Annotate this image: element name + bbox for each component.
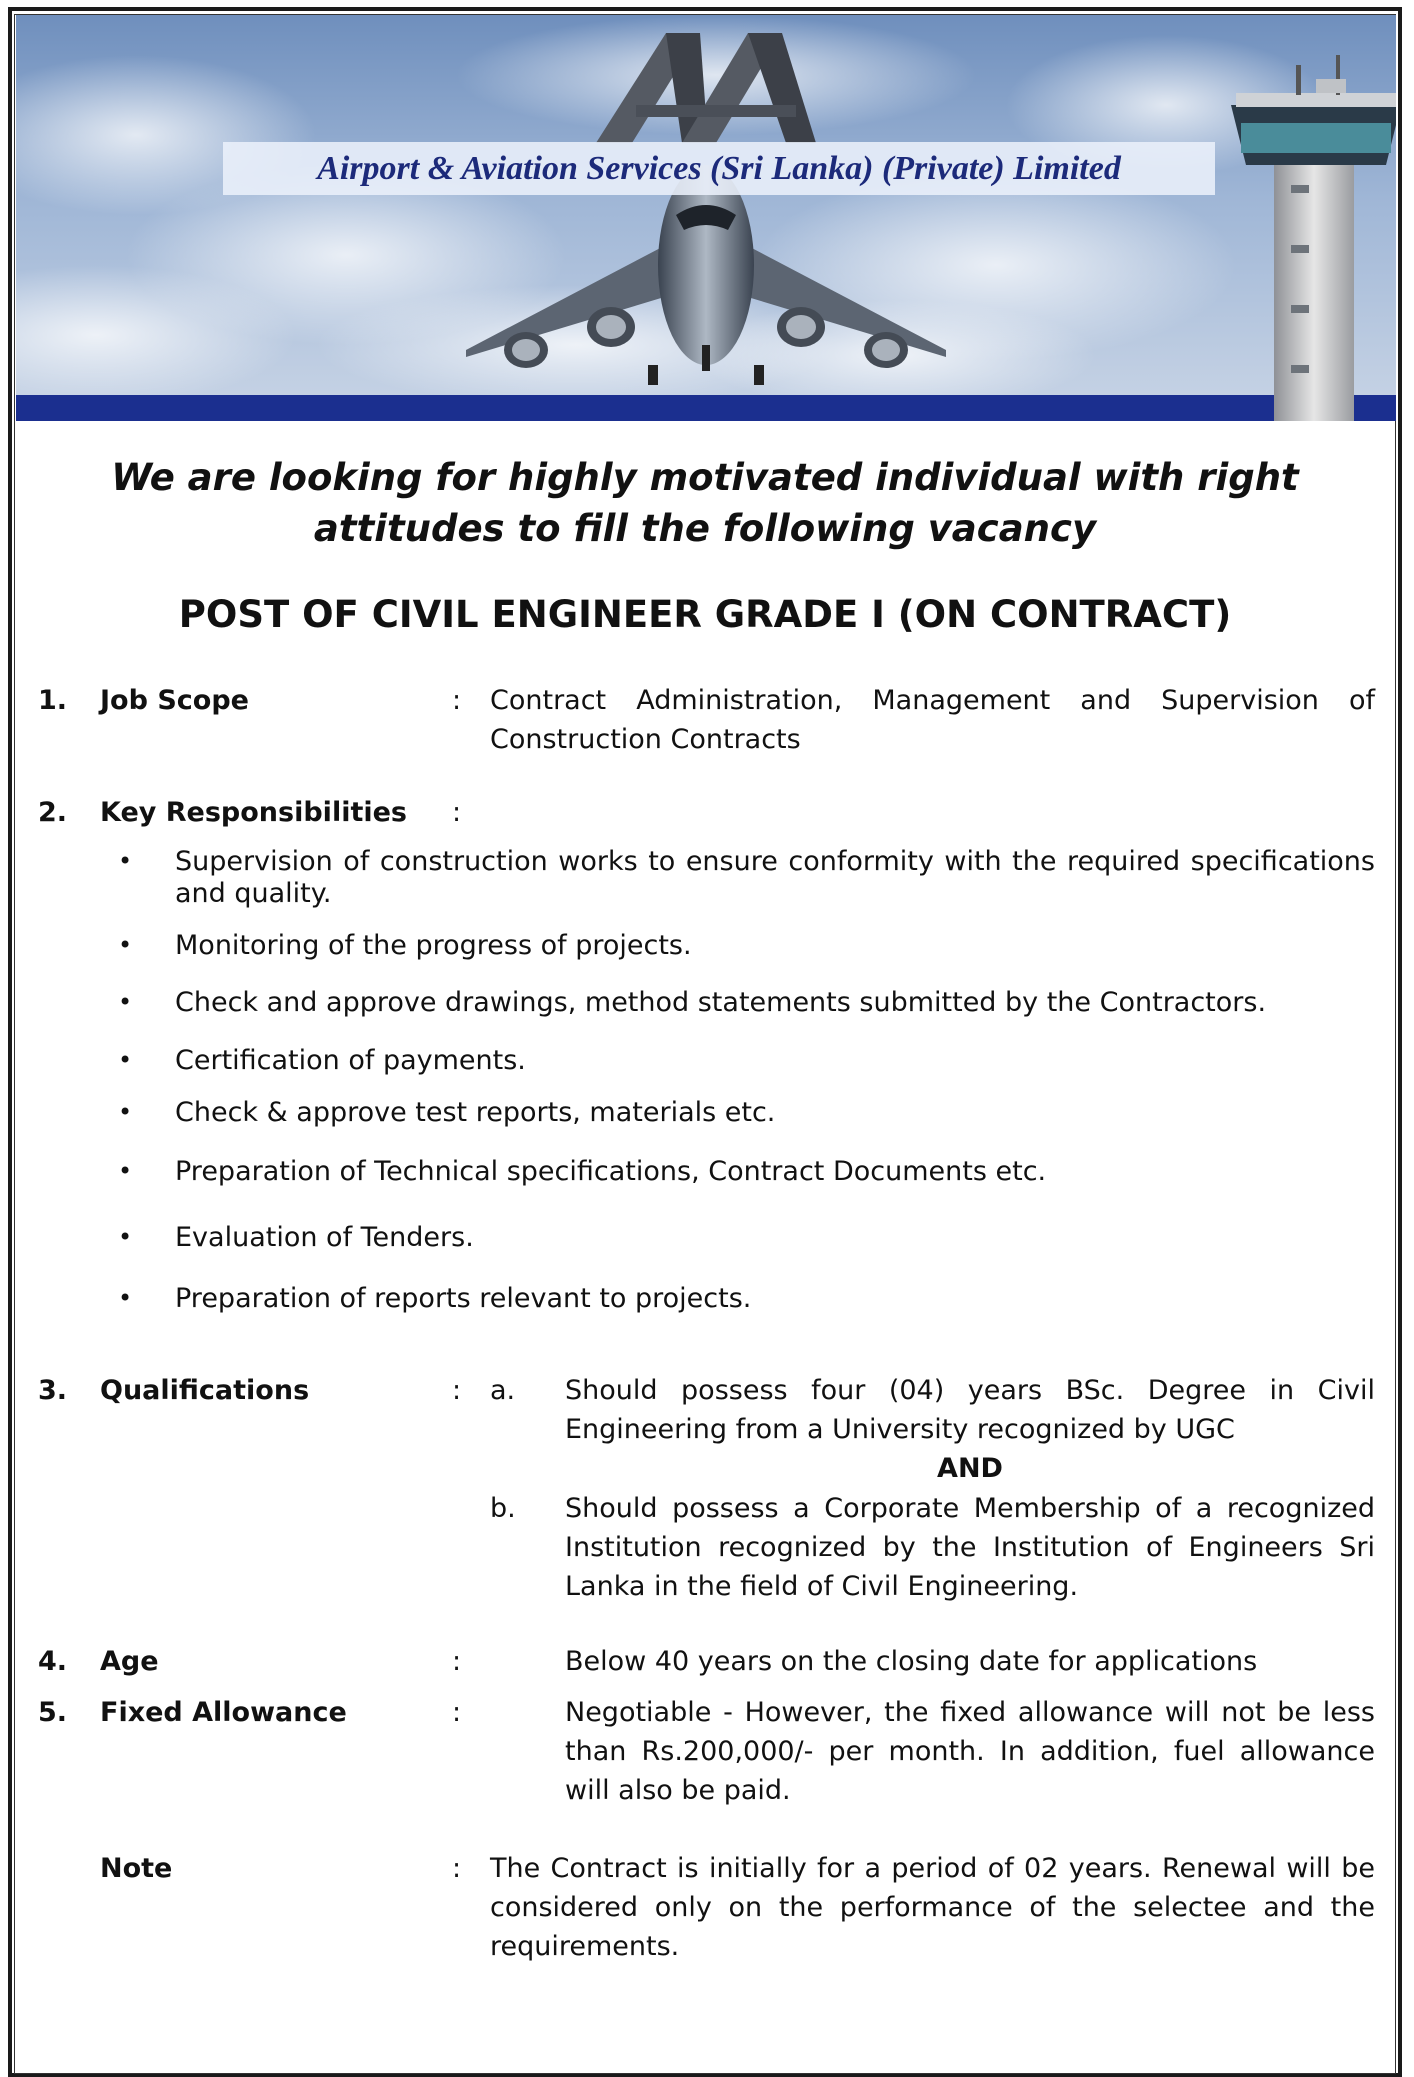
- age-text: Below 40 years on the closing date for applications: [565, 1646, 1258, 1677]
- post-title: POST OF CIVIL ENGINEER GRADE I (ON CONTRACT): [178, 593, 1232, 636]
- qualification-a-text: Should possess four (04) years BSc. Degree in Civil Engineering from a University recognized by UGC: [565, 1375, 1375, 1445]
- separator-colon: :: [452, 1853, 462, 1884]
- bullet-icon: •: [118, 931, 133, 959]
- responsibility-item: Supervision of construction works to ensure conformity with the required specifications and quality.: [175, 846, 1375, 909]
- separator-colon: :: [452, 1697, 462, 1728]
- responsibility-item: Check and approve drawings, method statements submitted by the Contractors.: [175, 987, 1267, 1018]
- fixed-allowance-label: Fixed Allowance: [100, 1697, 347, 1728]
- job-scope-text: Contract Administration, Management and Supervision of Construction Contracts: [490, 685, 1375, 755]
- separator-colon: :: [452, 1646, 462, 1677]
- section-number: 1.: [38, 685, 68, 716]
- intro-text: [60, 452, 1350, 554]
- section-number: 4.: [38, 1646, 68, 1677]
- intro-line-2: attitudes to fill the following vacancy: [313, 507, 1097, 550]
- responsibility-item: Certification of payments.: [175, 1045, 526, 1076]
- age-label: Age: [100, 1646, 159, 1677]
- bullet-icon: •: [118, 1284, 133, 1312]
- bullet-icon: •: [118, 1157, 133, 1185]
- fixed-allowance-text: Negotiable - However, the fixed allowance will not be less than Rs.200,000/- per month. In addition, fuel allowance will also be paid.: [565, 1697, 1375, 1806]
- bullet-icon: •: [118, 847, 133, 875]
- responsibility-item: Check & approve test reports, materials etc.: [175, 1097, 776, 1128]
- qualifications-label: Qualifications: [100, 1375, 310, 1406]
- section-number: 3.: [38, 1375, 68, 1406]
- responsibility-item: Preparation of Technical specifications, Contract Documents etc.: [175, 1156, 1047, 1187]
- qualification-b-marker: b.: [490, 1493, 516, 1524]
- responsibility-item: Evaluation of Tenders.: [175, 1222, 474, 1253]
- company-name-bar: [223, 142, 1215, 195]
- responsibility-item: Preparation of reports relevant to projects.: [175, 1283, 752, 1314]
- header-banner: [16, 15, 1396, 421]
- bullet-icon: •: [118, 988, 133, 1016]
- section-number: 5.: [38, 1697, 68, 1728]
- bullet-icon: •: [118, 1098, 133, 1126]
- note-label: Note: [100, 1853, 173, 1884]
- company-name: Airport & Aviation Services (Sri Lanka) (Private) Limited: [317, 149, 1121, 187]
- separator-colon: :: [452, 797, 462, 828]
- intro-line-1: We are looking for highly motivated individual with right: [111, 456, 1299, 499]
- job-scope-label: Job Scope: [100, 685, 249, 716]
- section-number: 2.: [38, 797, 68, 828]
- banner-illustration: [16, 15, 1396, 421]
- separator-colon: :: [452, 1375, 462, 1406]
- note-text: The Contract is initially for a period of 02 years. Renewal will be considered only on the performance of the selectee and the requirements.: [490, 1853, 1375, 1962]
- qualification-a-marker: a.: [490, 1375, 516, 1406]
- bullet-icon: •: [118, 1046, 133, 1074]
- and-connector: AND: [937, 1453, 1003, 1484]
- key-responsibilities-label: Key Responsibilities: [100, 797, 407, 828]
- bullet-icon: •: [118, 1223, 133, 1251]
- responsibility-item: Monitoring of the progress of projects.: [175, 930, 692, 961]
- separator-colon: :: [452, 685, 462, 716]
- qualification-b-text: Should possess a Corporate Membership of a recognized Institution recognized by the Institution of Engineers Sri Lanka in the field of Civil Engineering.: [565, 1493, 1375, 1602]
